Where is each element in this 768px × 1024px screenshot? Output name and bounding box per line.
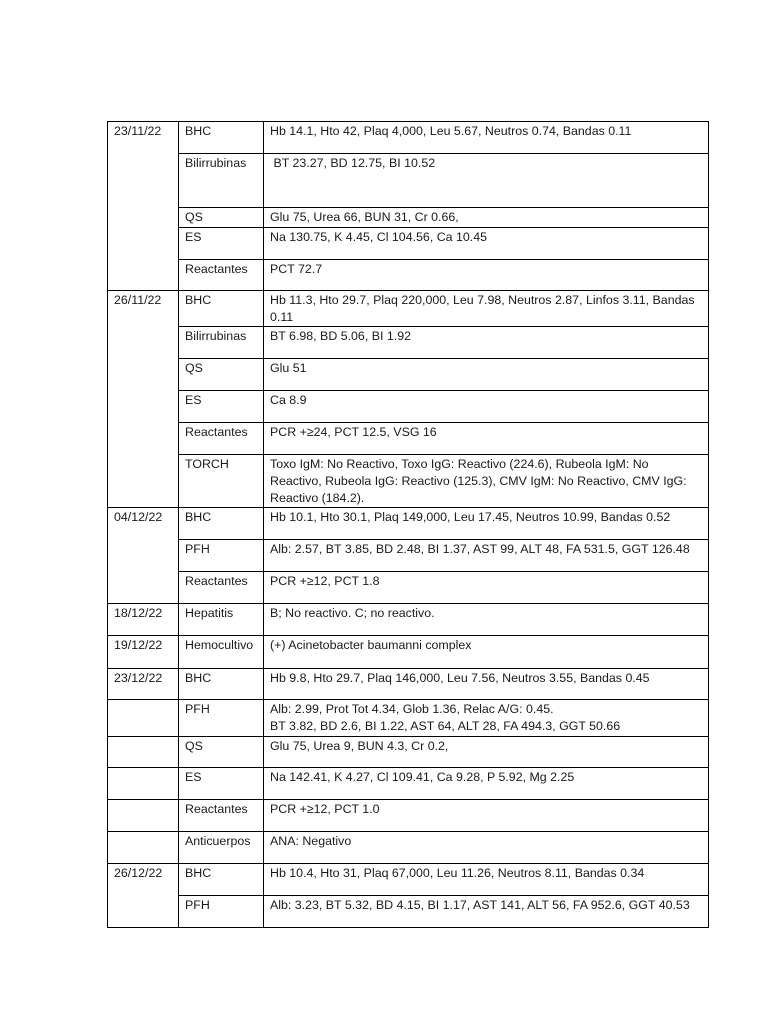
test-name-cell: Bilirrubinas [179,154,264,208]
table-row [108,832,709,864]
table-row [108,508,709,540]
test-name-cell: BHC [179,864,264,896]
result-cell: Hb 11.3, Hto 29.7, Plaq 220,000, Leu 7.98, Neutros 2.87, Linfos 3.11, Bandas 0.11 [264,291,709,327]
table-row [108,572,709,604]
result-cell: BT 23.27, BD 12.75, BI 10.52 [264,154,709,208]
result-cell: Hb 10.1, Hto 30.1, Plaq 149,000, Leu 17.45, Neutros 10.99, Bandas 0.52 [264,508,709,540]
table-row [108,455,709,508]
test-name-cell: TORCH [179,455,264,508]
table-row [108,604,709,636]
test-name-cell: Bilirrubinas [179,327,264,359]
table-row [108,636,709,669]
result-cell: Na 130.75, K 4.45, Cl 104.56, Ca 10.45 [264,228,709,260]
result-cell: BT 6.98, BD 5.06, BI 1.92 [264,327,709,359]
test-name-cell: PFH [179,540,264,572]
result-cell: ANA: Negativo [264,832,709,864]
result-line: Alb: 2.99, Prot Tot 4.34, Glob 1.36, Relac A/G: 0.45. [270,702,554,716]
test-name-cell: PFH [179,896,264,928]
result-cell: Hb 14.1, Hto 42, Plaq 4,000, Leu 5.67, Neutros 0.74, Bandas 0.11 [264,122,709,154]
table-row [108,768,709,800]
test-name-cell: BHC [179,508,264,540]
result-cell: Glu 75, Urea 66, BUN 31, Cr 0.66, [264,208,709,228]
test-name-cell: Reactantes [179,800,264,832]
result-cell: Hb 10.4, Hto 31, Plaq 67,000, Leu 11.26, Neutros 8.11, Bandas 0.34 [264,864,709,896]
result-cell: PCT 72.7 [264,260,709,291]
table-row [108,391,709,423]
test-name-cell: Reactantes [179,423,264,455]
result-cell: Glu 51 [264,359,709,391]
date-cell [108,832,179,864]
date-cell: 19/12/22 [108,636,179,669]
test-name-cell: BHC [179,122,264,154]
result-line: BT 3.82, BD 2.6, BI 1.22, AST 64, ALT 28, FA 494.3, GGT 50.66 [270,719,621,733]
date-cell: 18/12/22 [108,604,179,636]
test-name-cell: Anticuerpos [179,832,264,864]
result-cell: Toxo IgM: No Reactivo, Toxo IgG: Reactivo (224.6), Rubeola IgM: No Reactivo, Rubeola IgG: Reactivo (125.3), CMV IgM: No Reactivo, CMV IgG: Reactivo (184.2). [264,455,709,508]
table-row [108,260,709,291]
date-cell: 23/11/22 [108,122,179,291]
table-row [108,800,709,832]
result-cell: Alb: 3.23, BT 5.32, BD 4.15, BI 1.17, AST 141, ALT 56, FA 952.6, GGT 40.53 [264,896,709,928]
result-cell: Glu 75, Urea 9, BUN 4.3, Cr 0.2, [264,737,709,768]
test-name-cell: QS [179,208,264,228]
test-name-cell: ES [179,228,264,260]
table-row [108,864,709,896]
lab-results-table [107,121,709,928]
test-name-cell: ES [179,391,264,423]
date-cell: 23/12/22 [108,669,179,700]
table-row [108,154,709,208]
lab-results-body [108,122,709,928]
table-row [108,228,709,260]
test-name-cell: Reactantes [179,572,264,604]
table-row [108,700,709,737]
test-name-cell: Hepatitis [179,604,264,636]
result-cell: B; No reactivo. C; no reactivo. [264,604,709,636]
test-name-cell: Reactantes [179,260,264,291]
table-row [108,208,709,228]
date-cell [108,737,179,768]
table-row [108,540,709,572]
test-name-cell: Hemocultivo [179,636,264,669]
table-row [108,291,709,327]
test-name-cell: QS [179,737,264,768]
table-row [108,896,709,928]
table-row [108,423,709,455]
result-cell: Alb: 2.57, BT 3.85, BD 2.48, BI 1.37, AST 99, ALT 48, FA 531.5, GGT 126.48 [264,540,709,572]
result-cell: PCR +≥12, PCT 1.0 [264,800,709,832]
table-row [108,327,709,359]
result-cell: PCR +≥24, PCT 12.5, VSG 16 [264,423,709,455]
result-cell: Na 142.41, K 4.27, Cl 109.41, Ca 9.28, P 5.92, Mg 2.25 [264,768,709,800]
table-row [108,359,709,391]
result-cell: (+) Acinetobacter baumanni complex [264,636,709,669]
date-cell [108,800,179,832]
date-cell: 26/11/22 [108,291,179,508]
result-cell: PCR +≥12, PCT 1.8 [264,572,709,604]
date-cell: 26/12/22 [108,864,179,928]
date-cell [108,700,179,737]
table-row [108,669,709,700]
table-row [108,737,709,768]
test-name-cell: PFH [179,700,264,737]
test-name-cell: QS [179,359,264,391]
table-row [108,122,709,154]
result-cell: Ca 8.9 [264,391,709,423]
test-name-cell: ES [179,768,264,800]
result-cell [264,700,709,737]
date-cell: 04/12/22 [108,508,179,604]
date-cell [108,768,179,800]
result-cell: Hb 9.8, Hto 29.7, Plaq 146,000, Leu 7.56, Neutros 3.55, Bandas 0.45 [264,669,709,700]
test-name-cell: BHC [179,669,264,700]
test-name-cell: BHC [179,291,264,327]
